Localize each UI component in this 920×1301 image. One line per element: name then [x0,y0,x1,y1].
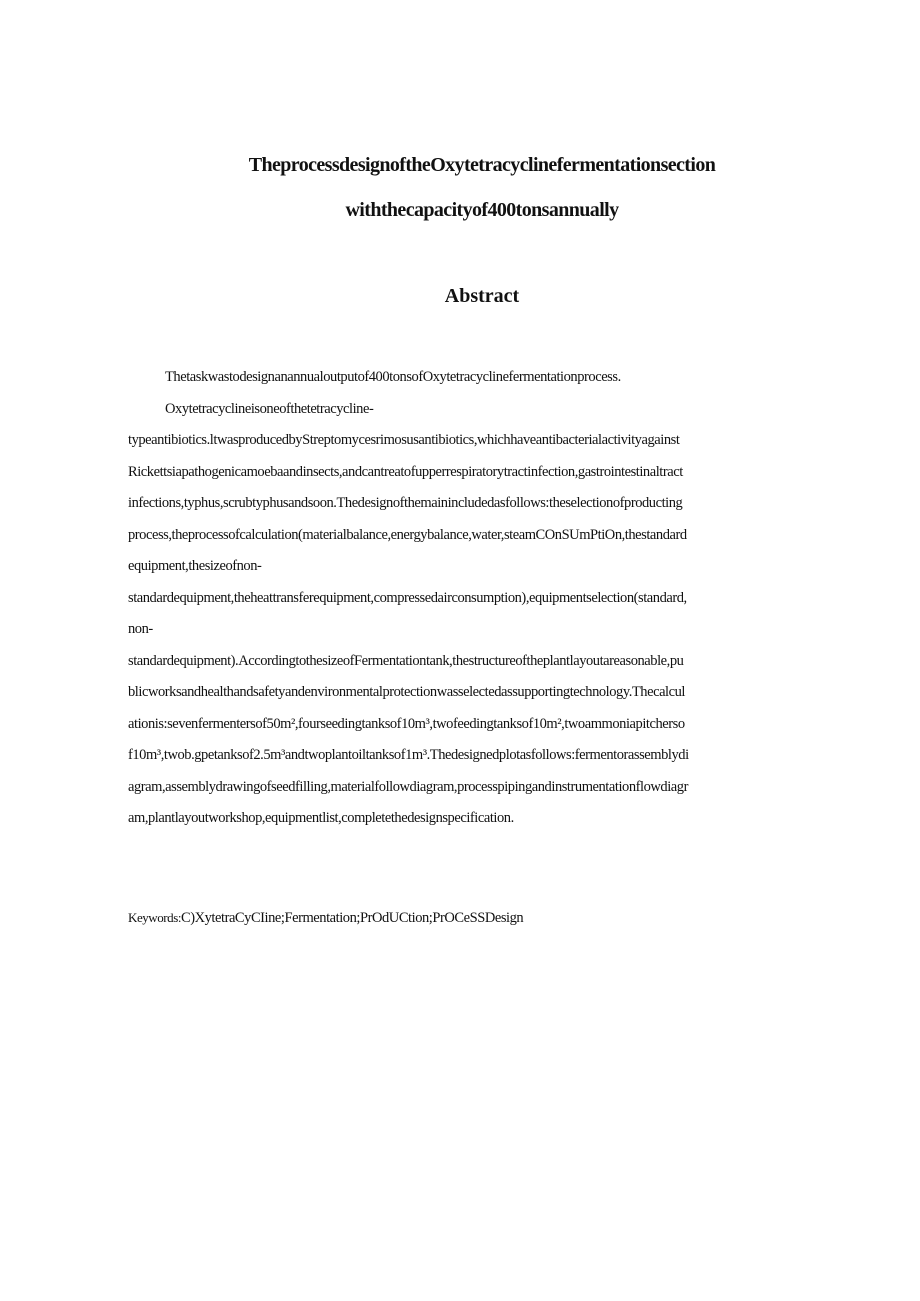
document-title-line-2: withthecapacityof400tonsannually [345,199,619,221]
abstract-line: equipment,thesizeofnon- [128,558,262,574]
abstract-line: standardequipment,theheattransferequipment,compressedairconsumption),equipmentselection(standard, [128,589,687,606]
abstract-line: am,plantlayoutworkshop,equipmentlist,completethedesignspecification. [128,810,514,826]
abstract-line: standardequipment).AccordingtothesizeofFermentationtank,thestructureoftheplantlayoutareasonable,pu [128,652,684,669]
abstract-line: agram,assemblydrawingofseedfilling,materialfollowdiagram,processpipingandinstrumentationflowdiagr [128,778,688,795]
abstract-line: f10m³,twob.gpetanksof2.5m³andtwoplantoiltanksof1m³.Thedesignedplotasfollows:fermentorassemblydi [128,747,689,763]
abstract-line: Oxytetracyclineisoneofthetetracycline- [165,400,374,417]
keywords [128,910,523,927]
abstract-line: ationis:sevenfermentersof50m²,fourseedingtanksof10m³,twofeedingtanksof10m²,twoammoniapitcherso [128,715,685,732]
keywords-label: Keywords: [128,910,181,925]
abstract-line: process,theprocessofcalculation(materialbalance,energybalance,water,steamCOnSUmPtiOn,thestandard [128,526,687,543]
abstract-line: non- [128,621,153,637]
keywords-text: C)XytetraCyCIine;Fermentation;PrOdUCtion;PrOCeSSDesign [181,910,524,926]
abstract-line: Thetaskwastodesignanannualoutputof400tonsofOxytetracyclinefermentationprocess. [165,369,621,385]
abstract-line: infections,typhus,scrubtyphusandsoon.Thedesignofthemainincludedasfollows:theselectionofproducting [128,495,683,511]
abstract-line: blicworksandhealthandsafetyandenvironmentalprotectionwasselectedassupportingtechnology.Thecalcul [128,684,685,700]
document-title-line-1: TheprocessdesignoftheOxytetracyclinefermentationsection [248,154,716,176]
abstract-line: Rickettsiapathogenicamoebaandinsects,andcantreatofupperrespiratorytractinfection,gastrointestinaltract [128,463,683,480]
abstract-heading: Abstract [444,285,520,307]
abstract-line: typeantibiotics.ltwasproducedbyStreptomycesrimosusantibiotics,whichhaveantibacterialactivityagainst [128,432,680,448]
abstract-body [128,362,834,835]
